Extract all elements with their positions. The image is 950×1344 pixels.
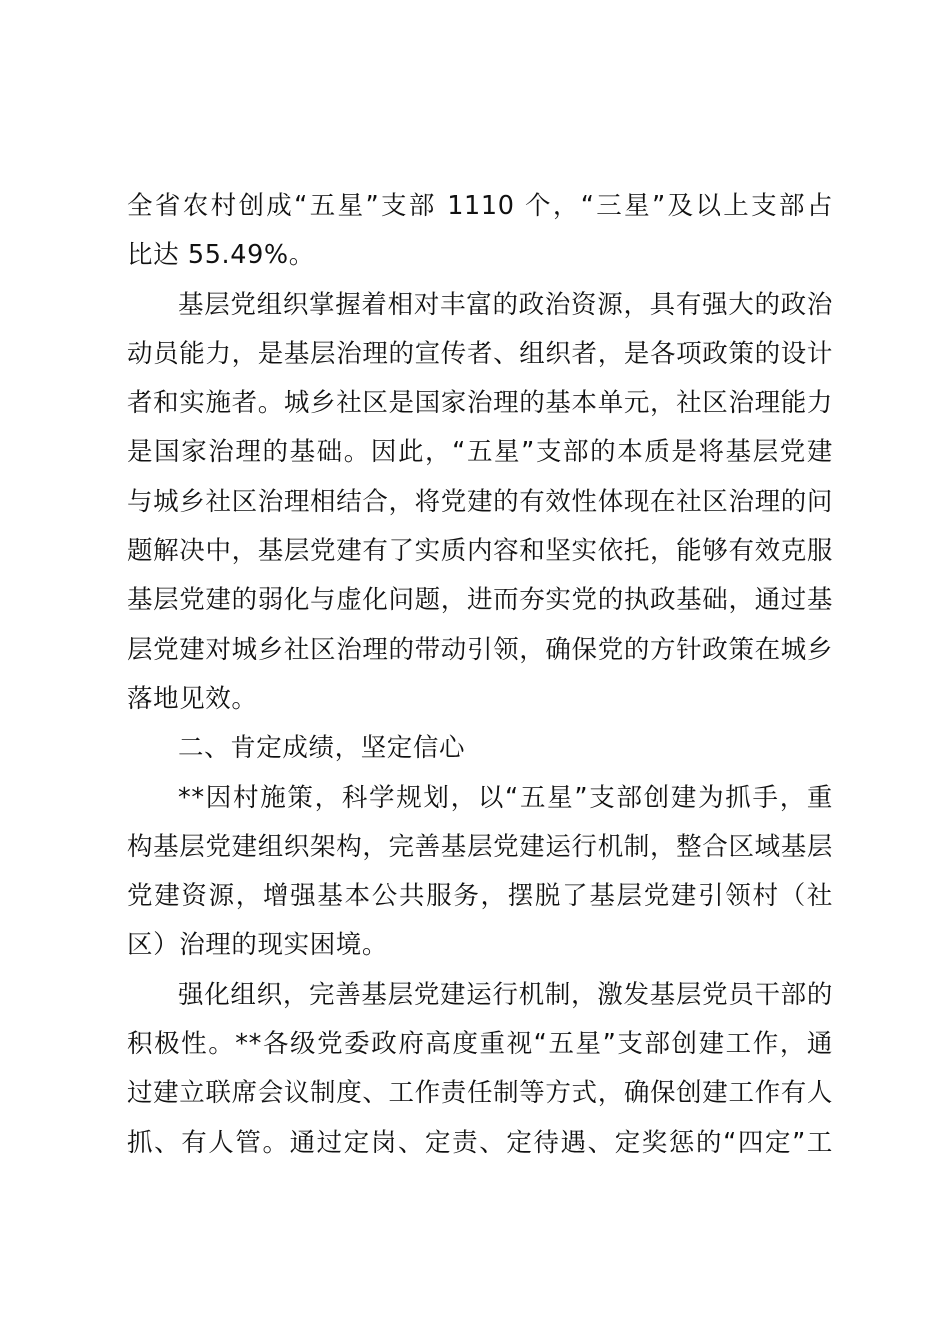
- text-line: 强化组织，完善基层党建运行机制，激发基层党员干部的: [178, 979, 833, 1010]
- document-body: [127, 182, 833, 1168]
- section-heading-text: 二、肯定成绩，坚定信心: [178, 733, 466, 764]
- paragraph: [127, 774, 833, 971]
- text-line: 抓、有人管。通过定岗、定责、定待遇、定奖惩的“四定”工: [127, 1127, 833, 1158]
- text-line: 是国家治理的基础。因此，“五星”支部的本质是将基层党建: [127, 437, 833, 468]
- text-line: **因村施策，科学规划，以“五星”支部创建为抓手，重: [178, 782, 833, 813]
- text-line: 题解决中，基层党建有了实质内容和坚实依托，能够有效克服: [127, 536, 833, 567]
- text-line: 层党建对城乡社区治理的带动引领，确保党的方针政策在城乡: [127, 634, 833, 665]
- text-line: 区）治理的现实困境。: [127, 930, 389, 961]
- section-heading: [127, 724, 833, 773]
- text-line: 积极性。**各级党委政府高度重视“五星”支部创建工作，通: [127, 1029, 833, 1060]
- text-line: 者和实施者。城乡社区是国家治理的基本单元，社区治理能力: [127, 388, 833, 419]
- text-line: 构基层党建组织架构，完善基层党建运行机制，整合区域基层: [127, 831, 833, 862]
- text-line: 落地见效。: [127, 683, 258, 714]
- paragraph: [127, 182, 833, 281]
- paragraph: [127, 971, 833, 1168]
- text-line: 动员能力，是基层治理的宣传者、组织者，是各项政策的设计: [127, 338, 833, 369]
- text-line: 比达 55.49%。: [127, 240, 315, 271]
- text-line: 基层党建的弱化与虚化问题，进而夯实党的执政基础，通过基: [127, 585, 833, 616]
- text-line: 过建立联席会议制度、工作责任制等方式，确保创建工作有人: [127, 1078, 833, 1109]
- text-line: 全省农村创成“五星”支部 1110 个，“三星”及以上支部占: [127, 191, 833, 221]
- text-line: 党建资源，增强基本公共服务，摆脱了基层党建引领村（社: [127, 881, 833, 912]
- paragraph: [127, 281, 833, 725]
- text-line: 与城乡社区治理相结合，将党建的有效性体现在社区治理的问: [127, 486, 833, 517]
- text-line: 基层党组织掌握着相对丰富的政治资源，具有强大的政治: [178, 289, 833, 320]
